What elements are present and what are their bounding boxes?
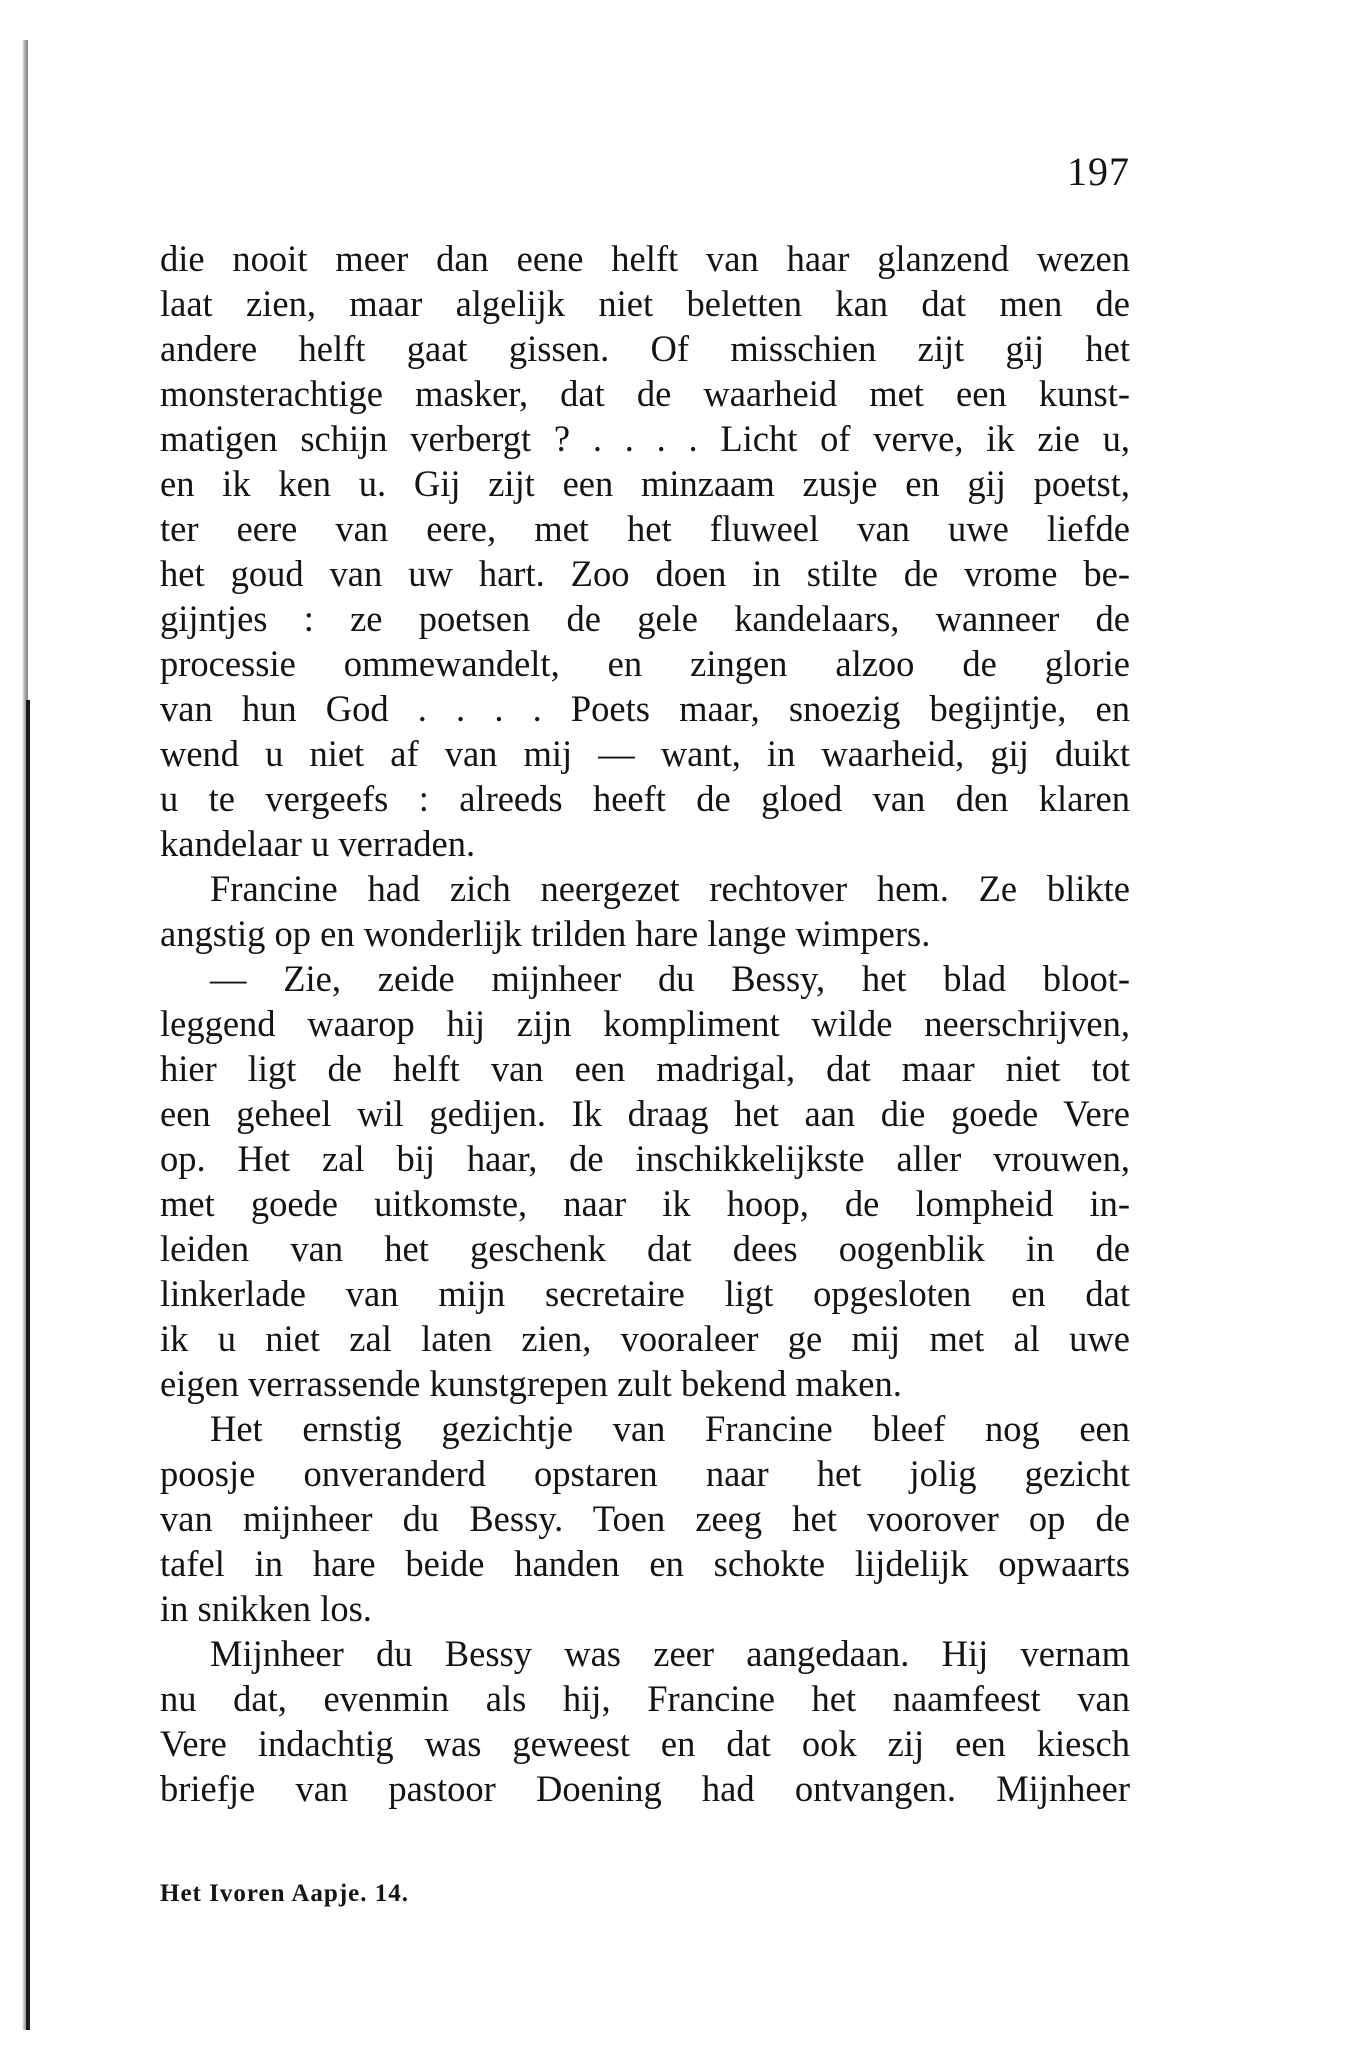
text-line: op. Het zal bij haar, de inschikkelijkste aller vrouwen, — [160, 1138, 1130, 1179]
text-line: en ik ken u. Gij zijt een minzaam zusje en gij poetst, — [160, 463, 1130, 504]
text-line: met goede uitkomste, naar ik hoop, de lompheid in- — [160, 1183, 1130, 1224]
text-line: tafel in hare beide handen en schokte lijdelijk opwaarts — [160, 1543, 1130, 1584]
text-line: leggend waarop hij zijn kompliment wilde neerschrijven, — [160, 1003, 1130, 1044]
body-text — [160, 236, 1130, 1811]
text-line: ik u niet zal laten zien, vooraleer ge mij met al uwe — [160, 1318, 1130, 1359]
text-line: wend u niet af van mij — want, in waarheid, gij duikt — [160, 733, 1130, 774]
text-line: van mijnheer du Bessy. Toen zeeg het voorover op de — [160, 1498, 1130, 1539]
text-line: Vere indachtig was geweest en dat ook zij een kiesch — [160, 1723, 1130, 1764]
text-line: Mijnheer du Bessy was zeer aangedaan. Hij vernam — [210, 1633, 1130, 1674]
text-line: die nooit meer dan eene helft van haar glanzend wezen — [160, 238, 1130, 279]
text-line: u te vergeefs : alreeds heeft de gloed van den klaren — [160, 778, 1130, 819]
text-line: processie ommewandelt, en zingen alzoo de glorie — [160, 643, 1130, 684]
page-number: 197 — [1067, 149, 1130, 194]
signature-mark: Het Ivoren Aapje. 14. — [160, 1880, 409, 1907]
binding-shadow — [26, 700, 30, 2030]
text-line: — Zie, zeide mijnheer du Bessy, het blad bloot- — [210, 958, 1130, 999]
text-line: poosje onveranderd opstaren naar het jolig gezicht — [160, 1453, 1130, 1494]
text-line: Francine had zich neergezet rechtover hem. Ze blikte — [210, 868, 1130, 909]
text-line: ter eere van eere, met het fluweel van uwe liefde — [160, 508, 1130, 549]
text-line: in snikken los. — [160, 1588, 372, 1629]
text-line: een geheel wil gedijen. Ik draag het aan die goede Vere — [160, 1093, 1130, 1134]
text-line: het goud van uw hart. Zoo doen in stilte de vrome be- — [160, 553, 1130, 594]
text-line: van hun God . . . . Poets maar, snoezig begijntje, en — [160, 688, 1130, 729]
text-line: Het ernstig gezichtje van Francine bleef nog een — [210, 1408, 1130, 1449]
text-line: laat zien, maar algelijk niet beletten kan dat men de — [160, 283, 1130, 324]
text-line: leiden van het geschenk dat dees oogenblik in de — [160, 1228, 1130, 1269]
text-line: linkerlade van mijn secretaire ligt opgesloten en dat — [160, 1273, 1130, 1314]
text-line: gijntjes : ze poetsen de gele kandelaars, wanneer de — [160, 598, 1130, 639]
text-line: andere helft gaat gissen. Of misschien zijt gij het — [160, 328, 1130, 369]
text-line: angstig op en wonderlijk trilden hare lange wimpers. — [160, 913, 931, 954]
text-line: kandelaar u verraden. — [160, 823, 476, 864]
text-line: nu dat, evenmin als hij, Francine het naamfeest van — [160, 1678, 1130, 1719]
text-line: hier ligt de helft van een madrigal, dat maar niet tot — [160, 1048, 1130, 1089]
text-line: monsterachtige masker, dat de waarheid met een kunst- — [160, 373, 1130, 414]
text-line: eigen verrassende kunstgrepen zult bekend maken. — [160, 1363, 902, 1404]
text-line: briefje van pastoor Doening had ontvangen. Mijnheer — [160, 1768, 1130, 1809]
text-line: matigen schijn verbergt ? . . . . Licht of verve, ik zie u, — [160, 418, 1130, 459]
